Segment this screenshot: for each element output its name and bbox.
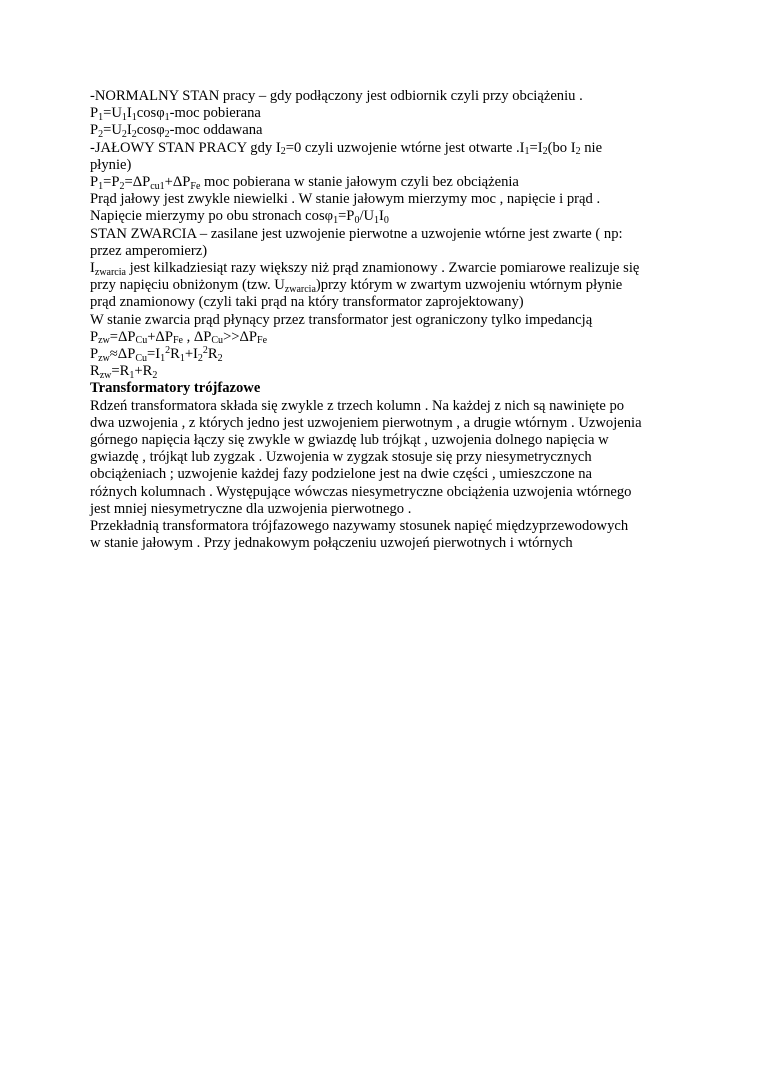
text-run: =P — [338, 208, 355, 225]
text-run: różnych kolumnach . Występujące wówczas niesymetryczne obciążenia uzwojenia wtórnego — [90, 483, 632, 500]
formula-rzw-line — [90, 363, 690, 380]
subscript: 2 — [121, 128, 127, 140]
subscript: 1 — [374, 214, 380, 226]
text-run: +R — [134, 363, 153, 380]
ratio-line-2 — [90, 535, 690, 552]
idle-current-line — [90, 191, 690, 208]
subscript: 1 — [121, 111, 127, 123]
text-run: =U — [103, 122, 122, 139]
text-run: gwiazdę , trójkąt lub zygzak . Uzwojenia w zygzak stosuje się przy niesymetrycznych — [90, 449, 592, 466]
core-line-4 — [90, 449, 690, 466]
formula-pzw-line — [90, 329, 690, 346]
text-run: płynie) — [90, 156, 132, 173]
core-line-6 — [90, 484, 690, 501]
text-run: moc pobierana w stanie jałowym czyli bez obciążenia — [200, 174, 519, 191]
text-run: =I — [146, 346, 161, 363]
core-line-7 — [90, 501, 690, 518]
subscript: Cu — [135, 352, 147, 364]
subscript: zw — [98, 335, 110, 347]
subscript: 1 — [333, 214, 339, 226]
text-run: przez amperomierz) — [90, 242, 208, 259]
text-run: Transformatory trójfazowe — [90, 380, 261, 397]
short-current-line-2 — [90, 277, 690, 294]
subscript: 2 — [197, 352, 203, 364]
subscript: 2 — [131, 128, 137, 140]
text-run: /U — [359, 208, 375, 225]
formula-p1-line — [90, 105, 690, 122]
impedance-line — [90, 312, 690, 329]
subscript: 1 — [524, 146, 530, 158]
text-run: P — [90, 346, 99, 363]
superscript: 2 — [202, 345, 208, 357]
text-run: =U — [103, 105, 122, 122]
text-run: przy napięciu obniżonym (tzw. U — [90, 277, 285, 294]
core-line-3 — [90, 432, 690, 449]
text-run: I — [126, 105, 132, 122]
text-run: +ΔP — [147, 328, 173, 345]
short-current-line-1 — [90, 260, 690, 277]
subscript: Fe — [257, 335, 268, 347]
subscript: zwarcia — [94, 266, 126, 278]
text-run: , ΔP — [182, 328, 212, 345]
text-run: STAN ZWARCIA – zasilane jest uzwojenie pierwotne a uzwojenie wtórne jest zwarte ( np: — [90, 225, 623, 242]
subscript: 2 — [542, 146, 548, 158]
subscript: zwarcia — [284, 283, 316, 295]
document-page — [90, 88, 690, 552]
subscript: 2 — [164, 128, 170, 140]
subscript: 2 — [280, 146, 286, 158]
text-run: =R — [111, 363, 130, 380]
text-run: -NORMALNY STAN pracy – gdy podłączony jest odbiornik czyli przy obciążeniu . — [90, 88, 583, 104]
text-run: obciążeniach ; uzwojenie każdej fazy podzielone jest na dwie części , umieszczone na — [90, 466, 593, 483]
subscript: 0 — [354, 214, 360, 226]
idle-state-line-1 — [90, 140, 690, 157]
text-run: ≈ΔP — [109, 346, 136, 363]
text-run: +ΔP — [164, 174, 191, 191]
subscript: 1 — [98, 111, 104, 123]
subscript: 1 — [179, 352, 185, 364]
subscript: Fe — [190, 180, 201, 192]
text-run: I — [90, 260, 95, 277]
text-run: =P — [103, 174, 120, 191]
core-line-5 — [90, 466, 690, 483]
subscript: 1 — [98, 180, 104, 192]
subscript: zw — [99, 369, 112, 381]
text-run: -moc pobierana — [169, 105, 261, 122]
formula-idle-power-line — [90, 174, 690, 191]
subscript: 1 — [129, 369, 135, 381]
text-run: =ΔP — [124, 174, 151, 191]
subscript: 1 — [131, 111, 137, 123]
text-run: P — [90, 174, 99, 191]
formula-pzw-approx-line — [90, 346, 690, 363]
text-run: =0 czyli uzwojenie wtórne jest otwarte .I — [285, 139, 525, 156]
subscript: 0 — [383, 214, 389, 226]
text-run: górnego napięcia łączy się zwykle w gwiazdę lub trójkąt , uzwojenia dolnego napięcia w — [90, 432, 609, 449]
subscript: 2 — [217, 352, 223, 364]
ratio-line-1 — [90, 518, 690, 535]
short-circuit-line-1 — [90, 226, 690, 243]
subscript: 1 — [164, 111, 170, 123]
subscript: 1 — [160, 352, 166, 364]
formula-p2-line — [90, 122, 690, 139]
text-run: Prąd jałowy jest zwykle niewielki . W stanie jałowym mierzymy moc , napięcie i prąd . — [90, 191, 601, 208]
short-current-line-3 — [90, 294, 690, 311]
text-run: Rdzeń transformatora składa się zwykle z trzech kolumn . Na każdej z nich są nawinięte po — [90, 397, 625, 414]
core-line-1 — [90, 398, 690, 415]
text-run: Przekładnią transformatora trójfazowego nazywamy stosunek napięć międzyprzewodowych — [90, 518, 629, 535]
core-line-2 — [90, 415, 690, 432]
text-run: P — [90, 122, 99, 139]
text-run: +I — [184, 346, 198, 363]
text-run: jest kilkadziesiąt razy większy niż prąd znamionowy . Zwarcie pomiarowe realizuje się — [125, 260, 640, 277]
subscript: Cu — [211, 335, 224, 347]
text-run: cosφ — [136, 122, 165, 139]
text-run: W stanie zwarcia prąd płynący przez transformator jest ograniczony tylko impedancją — [90, 311, 593, 328]
text-run: >>ΔP — [223, 328, 258, 345]
text-run: I — [379, 208, 384, 225]
text-run: =ΔP — [109, 328, 136, 345]
text-run: -JAŁOWY STAN PRACY gdy I — [90, 139, 281, 156]
idle-state-line-2 — [90, 157, 690, 174]
text-run: cosφ — [136, 105, 165, 122]
text-run: w stanie jałowym . Przy jednakowym połączeniu uzwojeń pierwotnych i wtórnych — [90, 535, 573, 552]
superscript: 2 — [165, 345, 171, 357]
subscript: 2 — [575, 146, 581, 158]
section-heading — [90, 380, 690, 397]
text-run: nie — [580, 139, 603, 156]
text-run: )przy którym w zwartym uzwojeniu wtórnym płynie — [315, 277, 623, 294]
subscript: Fe — [172, 335, 183, 347]
text-run: =I — [529, 139, 543, 156]
text-run: P — [90, 328, 99, 345]
subscript: 2 — [152, 369, 158, 381]
text-run: -moc oddawana — [169, 122, 263, 139]
subscript: zw — [98, 352, 110, 364]
text-run: R — [90, 363, 100, 380]
text-run: I — [126, 122, 132, 139]
subscript: Cu — [135, 335, 148, 347]
text-run: prąd znamionowy (czyli taki prąd na który transformator zaprojektowany) — [90, 294, 524, 311]
text-run: Napięcie mierzymy po obu stronach cosφ — [90, 208, 334, 225]
subscript: cu1 — [150, 180, 165, 192]
text-run: (bo I — [547, 139, 576, 156]
text-run: R — [170, 346, 180, 363]
text-run: R — [207, 346, 218, 363]
text-run: dwa uzwojenia , z których jedno jest uzwojeniem pierwotnym , a drugie wtórnym . Uzwojenia — [90, 414, 642, 431]
voltage-measure-line — [90, 208, 690, 225]
text-run: P — [90, 105, 99, 122]
subscript: 2 — [119, 180, 125, 192]
subscript: 2 — [98, 128, 104, 140]
short-circuit-line-2 — [90, 243, 690, 260]
text-run: jest mniej niesymetryczne dla uzwojenia pierwotnego . — [90, 500, 412, 517]
normal-state-line — [90, 88, 690, 105]
